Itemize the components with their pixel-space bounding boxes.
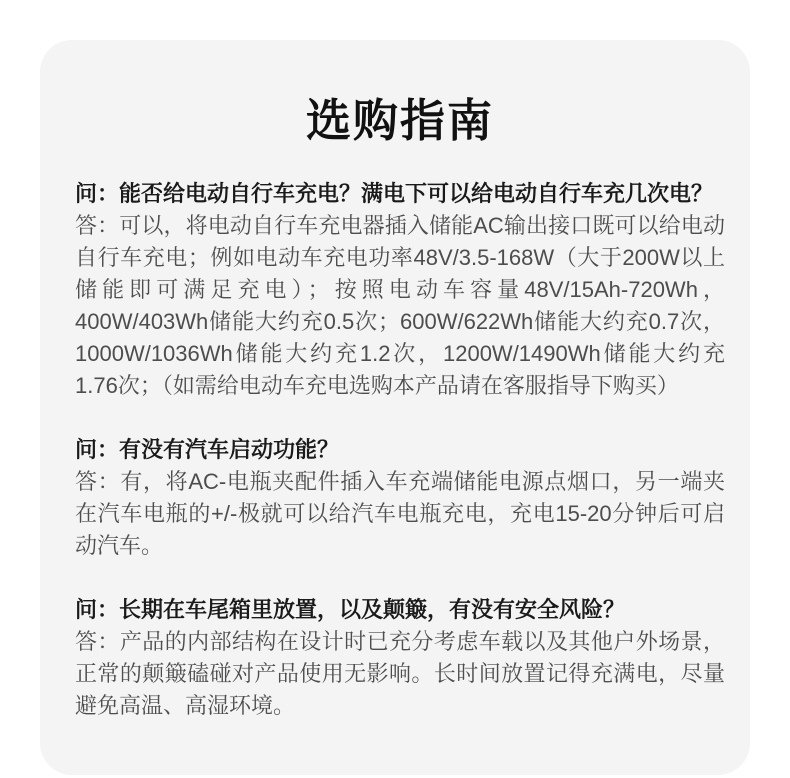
qa-block-car-jumpstart [75,434,725,562]
answer-text: 答：产品的内部结构在设计时已充分考虑车载以及其他户外场景，正常的颠簸磕碰对产品使用无影响。长时间放置记得充满电，尽量避免高温、高湿环境。 [75,629,725,718]
page-title: 选购指南 [305,95,494,146]
purchase-guide-card [40,40,750,775]
qa-block-trunk-safety [75,594,725,722]
answer-text: 答：可以，将电动自行车充电器插入储能AC输出接口既可以给电动自行车充电；例如电动车充电功率48V/3.5-168W（大于200W以上储能即可满足充电）；按照电动车容量48V/15Ah-720Wh，400W/403Wh储能大约充0.5次；600W/622Wh储能大约充0.7次，1000W/1036Wh储能大约充1.2次，1200W/1490Wh储能大约充1.76次；（如需给电动车充电选购本产品请在客服指导下购买） [75,213,725,398]
question-text: 问：有没有汽车启动功能？ [75,437,340,462]
question-text: 问：能否给电动自行车充电？满电下可以给电动自行车充几次电？ [75,181,714,206]
qa-block-ebike-charging [75,178,725,402]
answer-text: 答：有，将AC-电瓶夹配件插入车充端储能电源点烟口，另一端夹在汽车电瓶的+/-极就可以给汽车电瓶充电，充电15-20分钟后可启动汽车。 [75,469,725,558]
question-text: 问：长期在车尾箱里放置，以及颠簸，有没有安全风险？ [75,597,626,622]
